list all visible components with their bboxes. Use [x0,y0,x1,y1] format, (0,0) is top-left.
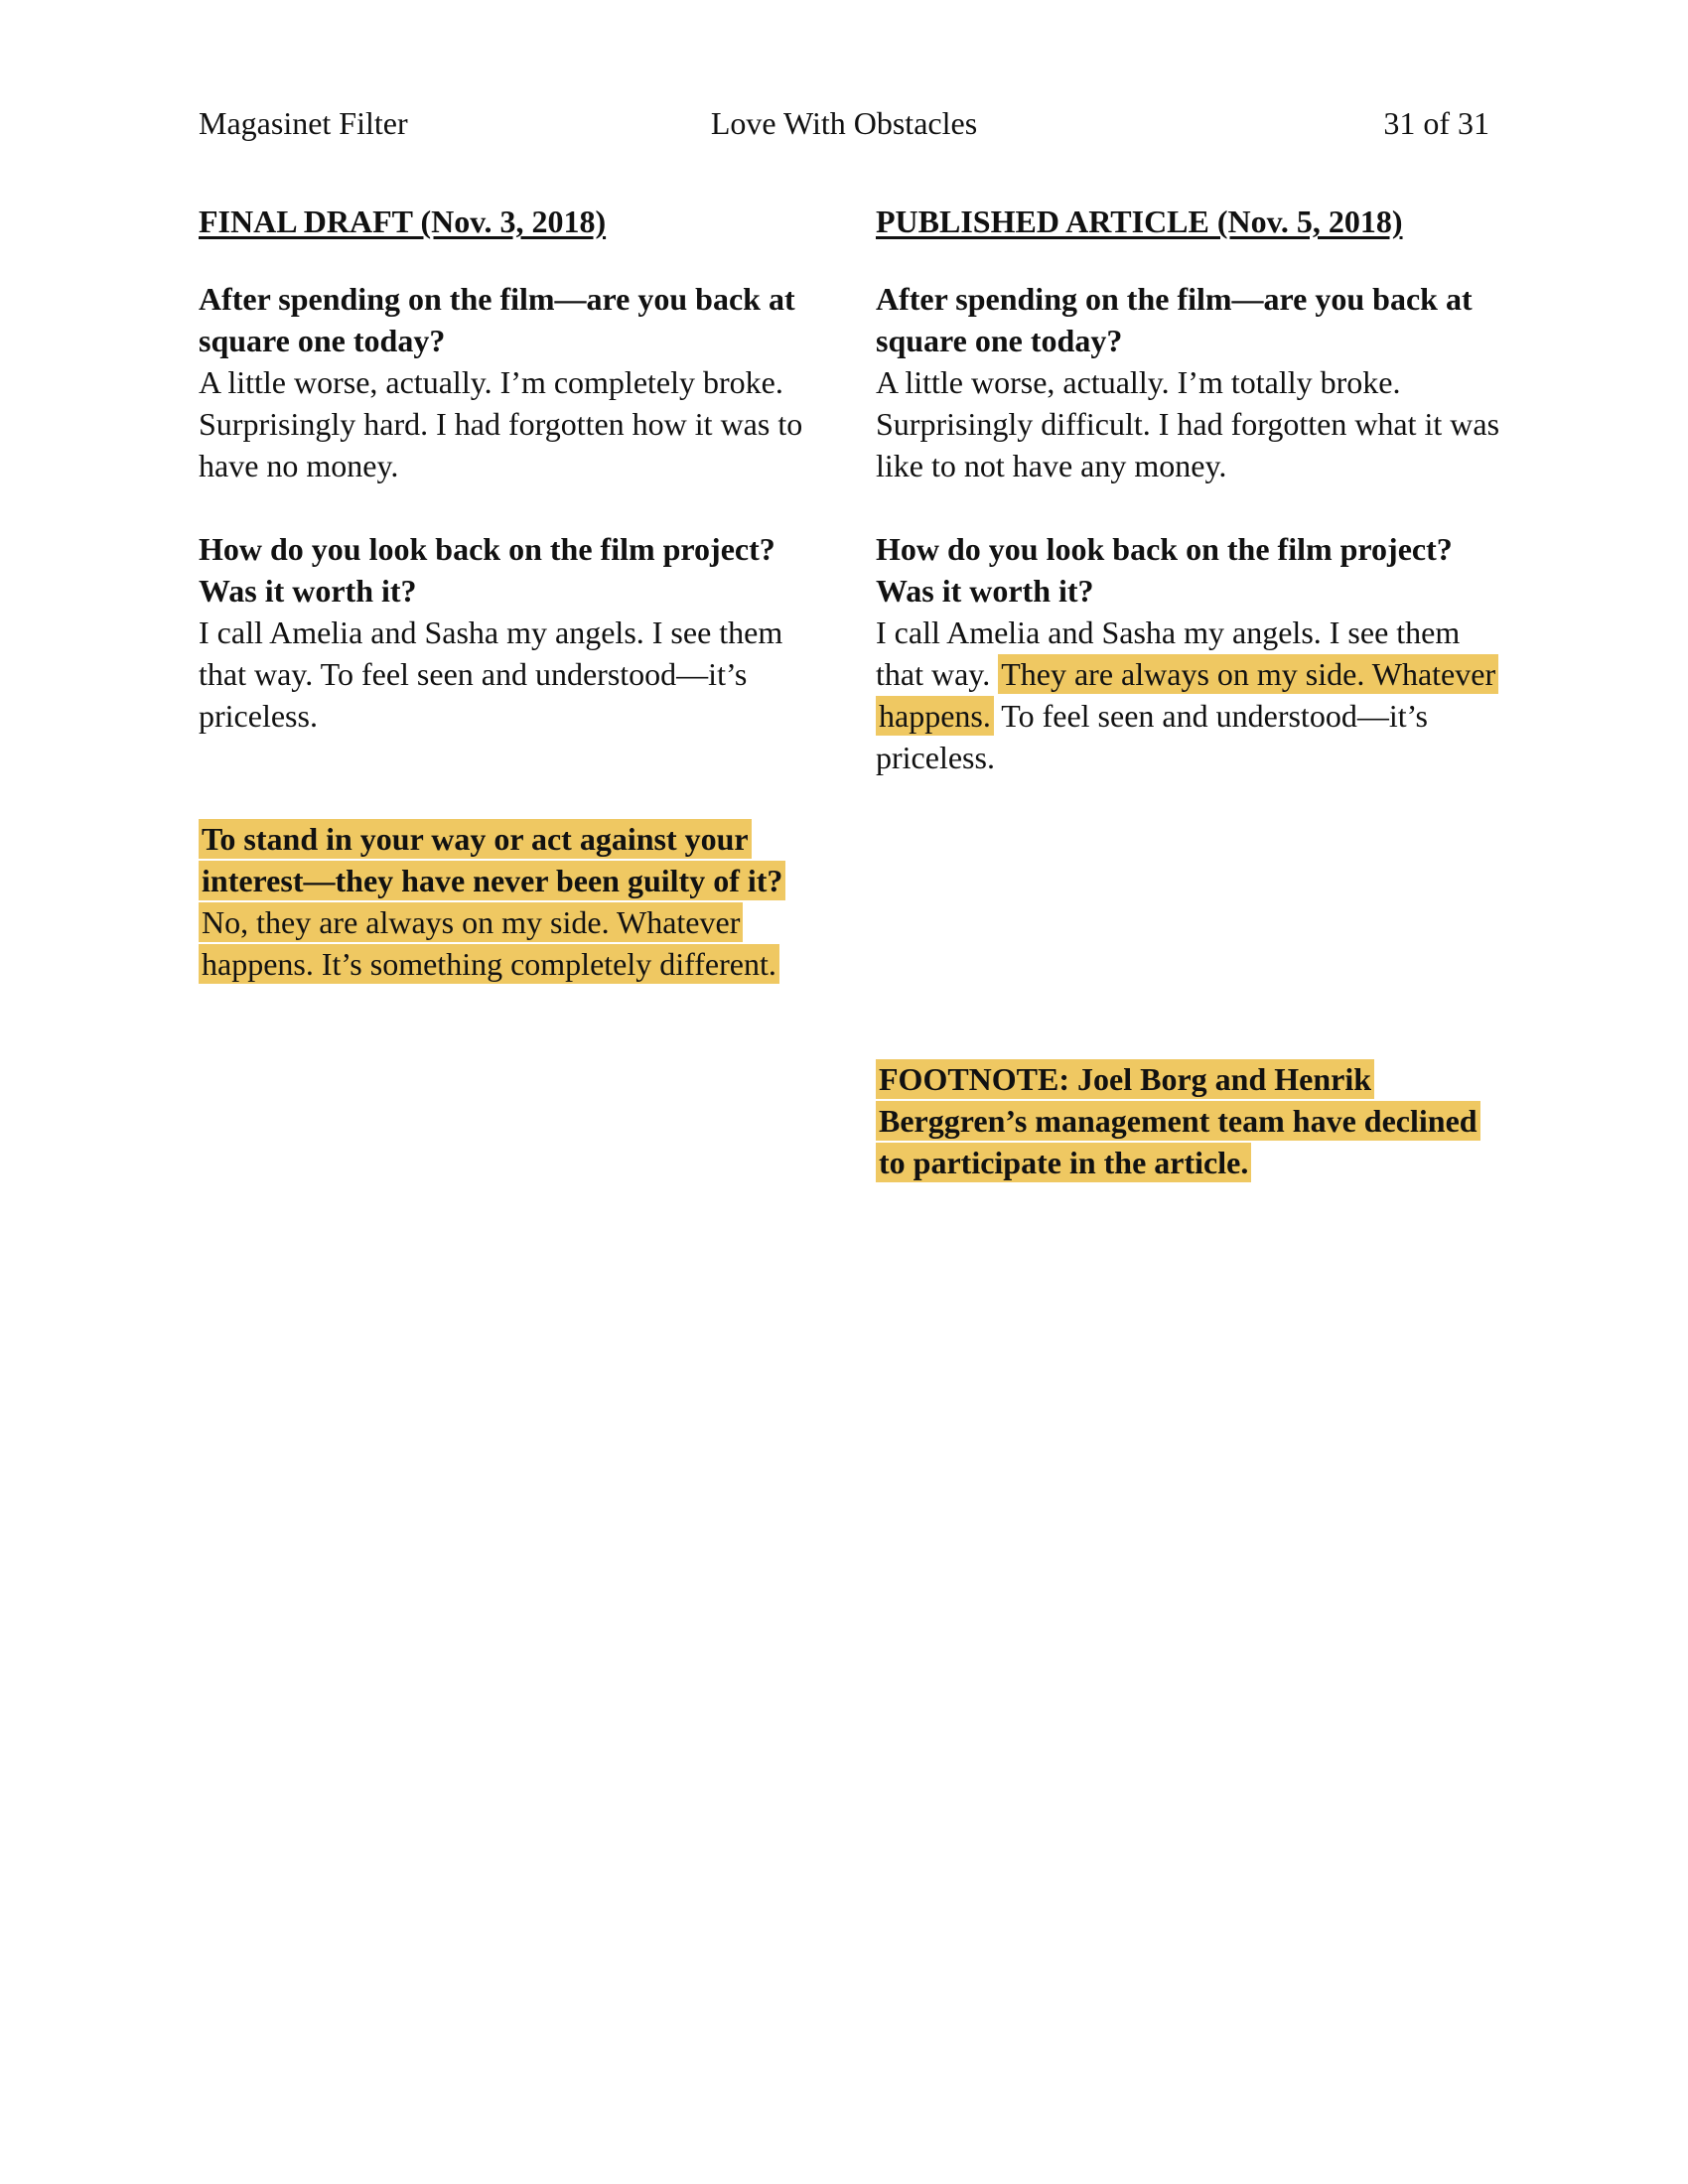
highlighted-insertion: They are always on my side. Whatever happens. [876,654,1498,736]
header-title: Love With Obstacles [710,105,978,141]
question: How do you look back on the film project? Was it worth it? [199,531,775,609]
final-draft-heading: FINAL DRAFT (Nov. 3, 2018) [199,204,607,239]
page-header [199,99,1489,147]
final-draft-column [199,199,834,1026]
final-draft-qa-1 [199,278,834,486]
spacer [199,778,834,818]
header-page-number: 31 of 31 [1383,105,1489,141]
answer-text: I call Amelia and Sasha my angels. I see them that way. [876,614,1461,692]
published-qa-1 [876,278,1511,486]
question [199,818,834,901]
final-draft-qa-2 [199,528,834,737]
answer: I call Amelia and Sasha my angels. I see them that way. To feel seen and understood—it’s priceless. [199,614,783,734]
highlighted-question: To stand in your way or act against your interest—they have never been guilty of it? [199,819,785,900]
published-article-column [876,199,1511,1183]
published-qa-2 [876,528,1511,778]
answer: A little worse, actually. I’m totally broke. Surprisingly difficult. I had forgotten what it was like to not have any money. [876,364,1500,483]
final-draft-qa-3-highlighted [199,818,834,985]
highlighted-footnote: FOOTNOTE: Joel Borg and Henrik Berggren’s management team have declined to participate in the article. [876,1059,1480,1182]
spacer [876,820,1511,1058]
published-article-heading: PUBLISHED ARTICLE (Nov. 5, 2018) [876,204,1403,239]
answer: A little worse, actually. I’m completely broke. Surprisingly hard. I had forgotten how it was to have no money. [199,364,803,483]
question: After spending on the film—are you back at square one today? [199,281,795,358]
answer [876,612,1511,778]
header-publication: Magasinet Filter [199,105,408,141]
answer [199,901,834,985]
footnote [876,1058,1511,1183]
highlighted-answer: No, they are always on my side. Whatever happens. It’s something completely different. [199,902,779,984]
question: How do you look back on the film project? Was it worth it? [876,531,1453,609]
question: After spending on the film—are you back at square one today? [876,281,1473,358]
answer-text: To feel seen and understood—it’s priceless. [876,698,1428,775]
